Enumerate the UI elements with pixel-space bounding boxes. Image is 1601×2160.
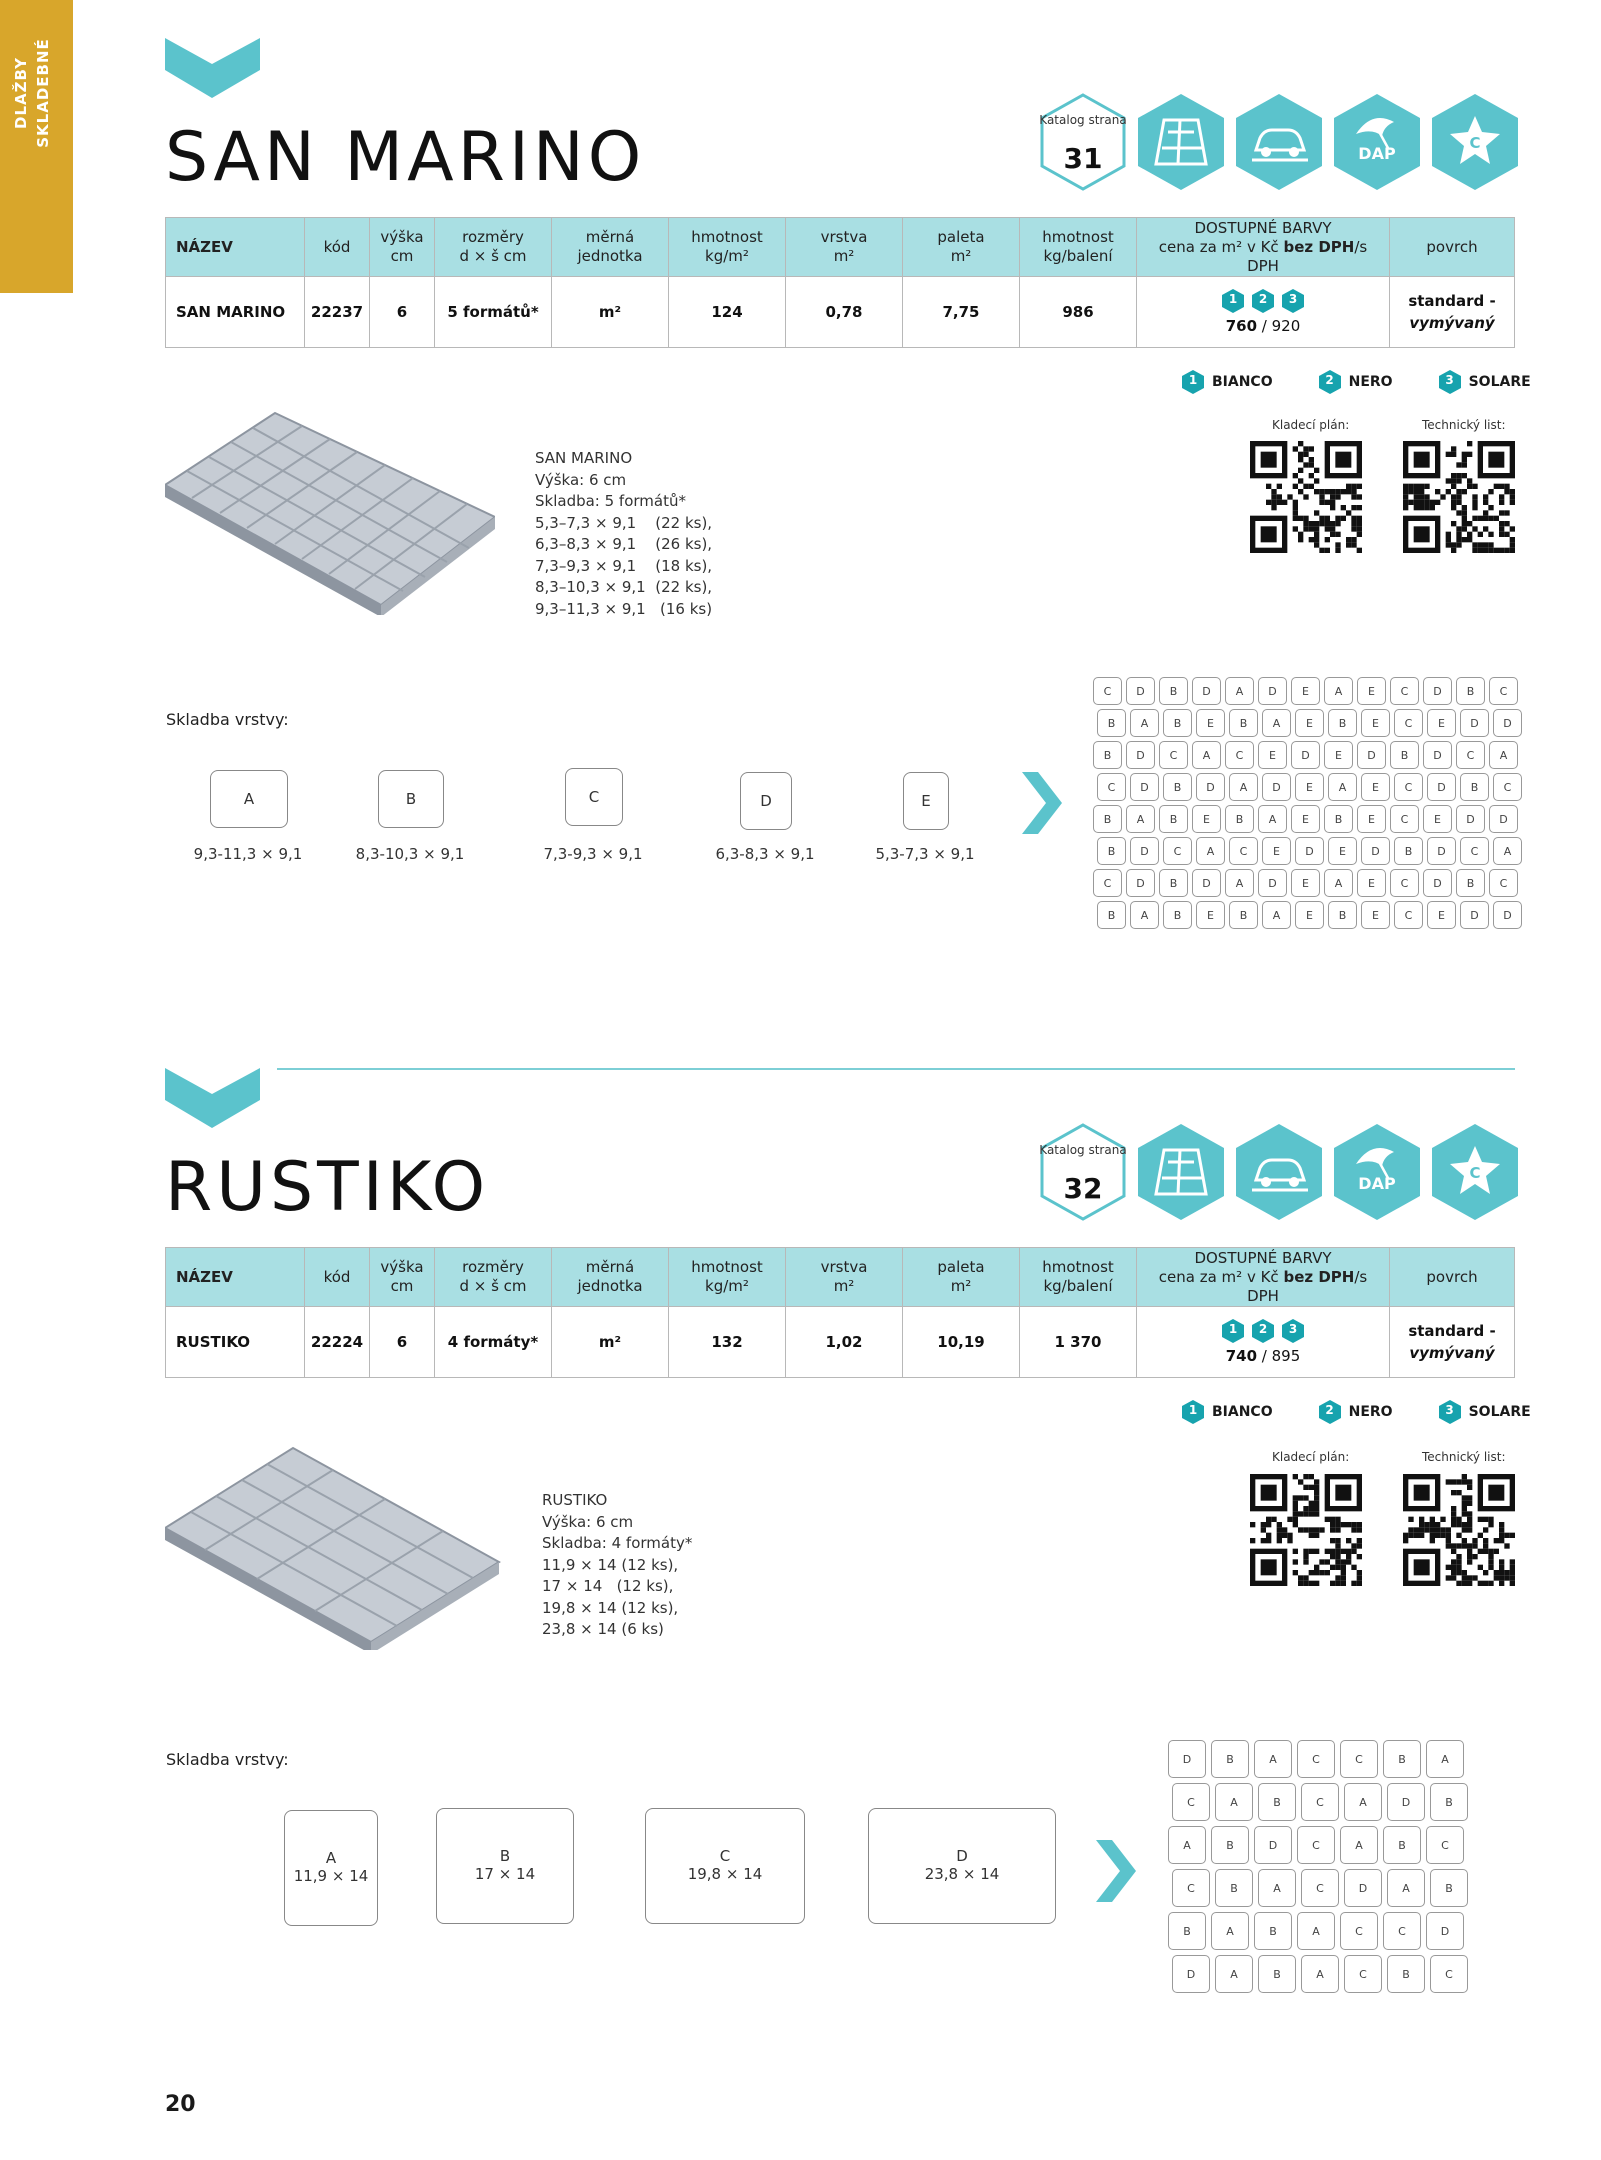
th-vrstva: vrstva m² (786, 218, 903, 277)
table-row (166, 1307, 1515, 1378)
feature-icons (1038, 92, 1518, 192)
pattern-stone: D (1460, 709, 1489, 737)
cell-kod: 22224 (305, 1307, 370, 1378)
pattern-stone: A (1211, 1912, 1249, 1950)
pattern-stone: C (1297, 1740, 1335, 1778)
pattern-row (1168, 1912, 1468, 1950)
legend-item-solare: 3 SOLARE (1439, 1400, 1531, 1424)
cell-rozmery: 4 formáty* (435, 1307, 552, 1378)
pattern-stone: E (1361, 709, 1390, 737)
pattern-stone: C (1430, 1955, 1468, 1993)
table-header-row (166, 1248, 1515, 1307)
pattern-stone: C (1394, 773, 1423, 801)
stone-dim-a: 9,3-11,3 × 9,1 (193, 845, 303, 863)
pattern-stone: C (1340, 1740, 1378, 1778)
pattern-stone: C (1093, 677, 1122, 705)
pattern-stone: A (1196, 837, 1225, 865)
pattern-stone: E (1295, 773, 1324, 801)
pattern-stone: C (1301, 1783, 1339, 1821)
cell-vrstva: 0,78 (786, 277, 903, 348)
legend-badge: 1 (1182, 1400, 1204, 1424)
page-number: 20 (165, 2092, 196, 2117)
pattern-stone: C (1489, 869, 1518, 897)
color-badge-1: 1 (1222, 1319, 1244, 1343)
pattern-stone: D (1423, 741, 1452, 769)
stone-tile-b: B 17 × 14 (436, 1808, 574, 1924)
pattern-stone: A (1130, 709, 1159, 737)
pattern-stone: D (1423, 677, 1452, 705)
price: 740 / 895 (1225, 1347, 1301, 1365)
product-description: RUSTIKO Výška: 6 cm Skladba: 4 formáty* 11,9 × 14 (12 ks), 17 × 14 (12 ks), 19,8 × 14 (12 ks), 23,8 × 14 (6 ks) (542, 1491, 693, 1638)
pattern-row (1093, 741, 1522, 769)
pattern-stone: C (1456, 741, 1485, 769)
table-row (166, 277, 1515, 348)
pattern-stone: A (1215, 1955, 1253, 1993)
th-merna: měrná jednotka (552, 1248, 669, 1307)
stone-dim-b: 8,3-10,3 × 9,1 (355, 845, 465, 863)
pattern-stone: B (1211, 1826, 1249, 1864)
pattern-stone: E (1291, 869, 1320, 897)
pattern-stone: C (1394, 901, 1423, 929)
pattern-stone: D (1291, 741, 1320, 769)
pattern-stone: E (1291, 805, 1320, 833)
section-chevron-icon (165, 38, 260, 100)
th-kod: kód (305, 1248, 370, 1307)
star-c-icon (1430, 1122, 1520, 1222)
pattern-stone: D (1258, 677, 1287, 705)
qr-label-plan: Kladecí plán: (1272, 418, 1350, 432)
pattern-stone: E (1258, 741, 1287, 769)
pattern-row (1097, 773, 1522, 801)
table-header-row (166, 218, 1515, 277)
paving-icon (1136, 1122, 1226, 1222)
pattern-stone: A (1344, 1783, 1382, 1821)
pattern-stone: E (1427, 709, 1456, 737)
car-icon (1234, 1122, 1324, 1222)
cell-povrch: standard - vymývaný (1390, 277, 1515, 348)
pattern-stone: C (1493, 773, 1522, 801)
th-hmotnost-baleni: hmotnost kg/balení (1020, 1248, 1137, 1307)
product-photo-san-marino (165, 405, 495, 615)
pattern-stone: B (1394, 837, 1423, 865)
th-barvy: DOSTUPNÉ BARVY cena za m² v Kč bez DPH/s DPH (1137, 218, 1390, 277)
th-barvy: DOSTUPNÉ BARVY cena za m² v Kč bez DPH/s DPH (1137, 1248, 1390, 1307)
legend-badge: 3 (1439, 370, 1461, 394)
pattern-stone: B (1159, 869, 1188, 897)
pattern-stone: E (1357, 805, 1386, 833)
stone-dim-d: 6,3-8,3 × 9,1 (715, 845, 815, 863)
pattern-stone: D (1168, 1740, 1206, 1778)
pattern-row (1172, 1869, 1468, 1907)
qr-label-plan: Kladecí plán: (1272, 1450, 1350, 1464)
pattern-stone: B (1163, 709, 1192, 737)
pattern-stone: A (1126, 805, 1155, 833)
th-hmotnost: hmotnost kg/m² (669, 1248, 786, 1307)
th-rozmery: rozměry d × š cm (435, 218, 552, 277)
pattern-stone: D (1423, 869, 1452, 897)
pattern-stone: A (1489, 741, 1518, 769)
star-c-icon (1430, 92, 1520, 192)
pattern-stone: C (1159, 741, 1188, 769)
product-photo-rustiko (165, 1440, 505, 1650)
spec-table (165, 217, 1515, 348)
pattern-stone: E (1196, 901, 1225, 929)
cell-hmotnost: 124 (669, 277, 786, 348)
pattern-stone: C (1426, 1826, 1464, 1864)
color-legend (1182, 1400, 1531, 1424)
cell-hmotnost: 132 (669, 1307, 786, 1378)
pattern-stone: C (1394, 709, 1423, 737)
legend-badge: 1 (1182, 370, 1204, 394)
pattern-stone: B (1229, 709, 1258, 737)
stone-tile-a: A (210, 770, 288, 828)
pattern-stone: A (1426, 1740, 1464, 1778)
pattern-stone: D (1126, 741, 1155, 769)
pattern-stone: A (1254, 1740, 1292, 1778)
pattern-stone: B (1097, 837, 1126, 865)
color-badge-3: 3 (1282, 289, 1304, 313)
cell-barvy (1137, 277, 1390, 348)
pattern-stone: C (1172, 1783, 1210, 1821)
pattern-stone: E (1192, 805, 1221, 833)
umbrella-icon (1332, 92, 1422, 192)
product-title: SAN MARINO (165, 118, 646, 197)
pattern-stone: E (1328, 837, 1357, 865)
pattern-row (1093, 805, 1522, 833)
pattern-stone: D (1387, 1783, 1425, 1821)
pattern-stone: B (1093, 805, 1122, 833)
pattern-stone: C (1390, 869, 1419, 897)
pattern-stone: D (1172, 1955, 1210, 1993)
pattern-stone: D (1344, 1869, 1382, 1907)
pattern-stone: C (1489, 677, 1518, 705)
pattern-stone: B (1430, 1869, 1468, 1907)
pattern-row (1172, 1955, 1468, 1993)
pattern-row (1172, 1783, 1468, 1821)
katalog-badge[interactable] (1038, 1122, 1128, 1222)
cell-rozmery: 5 formátů* (435, 277, 552, 348)
product-title: RUSTIKO (165, 1148, 490, 1227)
pattern-stone: E (1324, 741, 1353, 769)
pattern-stone: B (1163, 901, 1192, 929)
pattern-stone: A (1168, 1826, 1206, 1864)
pattern-stone: E (1423, 805, 1452, 833)
color-legend (1182, 370, 1531, 394)
stone-tile-c: C 19,8 × 14 (645, 1808, 805, 1924)
pattern-row (1097, 837, 1522, 865)
section-divider (277, 1068, 1515, 1070)
pattern-stone: B (1215, 1869, 1253, 1907)
pattern-stone: C (1093, 869, 1122, 897)
cell-povrch: standard - vymývaný (1390, 1307, 1515, 1378)
pattern-stone: A (1324, 869, 1353, 897)
pattern-stone: B (1430, 1783, 1468, 1821)
pattern-stone: B (1211, 1740, 1249, 1778)
pattern-stone: B (1328, 901, 1357, 929)
pattern-stone: A (1262, 901, 1291, 929)
pattern-row (1093, 677, 1522, 705)
pattern-stone: A (1340, 1826, 1378, 1864)
dap-label: DAP (1358, 1174, 1396, 1193)
pattern-stone: D (1357, 741, 1386, 769)
pattern-stone: E (1295, 901, 1324, 929)
pattern-stone: C (1097, 773, 1126, 801)
pattern-stone: D (1427, 837, 1456, 865)
cell-jednotka: m² (552, 277, 669, 348)
stone-tile-a: A 11,9 × 14 (284, 1810, 378, 1926)
th-hmotnost-baleni: hmotnost kg/balení (1020, 218, 1137, 277)
pattern-stone: B (1456, 677, 1485, 705)
pattern-stone: B (1258, 1955, 1296, 1993)
color-badge-2: 2 (1252, 289, 1274, 313)
spec-table (165, 1247, 1515, 1378)
th-vyska: výška cm (370, 1248, 435, 1307)
qr-code-plan[interactable] (1250, 1474, 1362, 1586)
pattern-stone: B (1163, 773, 1192, 801)
pattern-stone: A (1225, 677, 1254, 705)
legend-badge: 2 (1319, 370, 1341, 394)
pattern-stone: D (1130, 837, 1159, 865)
cell-vyska: 6 (370, 1307, 435, 1378)
pattern-stone: B (1328, 709, 1357, 737)
pattern-stone: E (1361, 901, 1390, 929)
stone-tile-b: B (378, 770, 444, 828)
pattern-stone: B (1097, 901, 1126, 929)
car-icon (1234, 92, 1324, 192)
pattern-stone: E (1357, 677, 1386, 705)
chevron-right-icon (1022, 772, 1062, 834)
pattern-stone: C (1390, 805, 1419, 833)
laying-pattern-san-marino (1093, 677, 1522, 933)
paving-icon (1136, 92, 1226, 192)
stone-tile-c: C (565, 768, 623, 826)
stone-dim-e: 5,3-7,3 × 9,1 (875, 845, 975, 863)
pattern-stone: C (1163, 837, 1192, 865)
cell-paleta: 10,19 (903, 1307, 1020, 1378)
cell-hmotnost-baleni: 986 (1020, 277, 1137, 348)
katalog-label: Katalog strana (1039, 1143, 1127, 1157)
cell-kod: 22237 (305, 277, 370, 348)
pattern-stone: D (1460, 901, 1489, 929)
pattern-stone: D (1126, 677, 1155, 705)
legend-item-nero: 2 NERO (1319, 1400, 1393, 1424)
pattern-stone: D (1192, 869, 1221, 897)
section-chevron-icon (165, 1068, 260, 1130)
qr-code-plan[interactable] (1250, 441, 1362, 553)
th-nazev: NÁZEV (166, 1248, 305, 1307)
pattern-stone: A (1192, 741, 1221, 769)
th-hmotnost: hmotnost kg/m² (669, 218, 786, 277)
legend-badge: 3 (1439, 1400, 1461, 1424)
color-badge-1: 1 (1222, 289, 1244, 313)
pattern-stone: B (1097, 709, 1126, 737)
svg-text:C: C (1469, 1164, 1481, 1182)
katalog-page: 31 (1063, 142, 1103, 175)
pattern-stone: D (1262, 773, 1291, 801)
pattern-stone: B (1258, 1783, 1296, 1821)
cell-hmotnost-baleni: 1 370 (1020, 1307, 1137, 1378)
legend-item-solare: 3 SOLARE (1439, 370, 1531, 394)
pattern-stone: C (1383, 1912, 1421, 1950)
pattern-stone: D (1258, 869, 1287, 897)
stone-tile-d: D 23,8 × 14 (868, 1808, 1056, 1924)
katalog-page: 32 (1063, 1172, 1103, 1205)
pattern-stone: B (1254, 1912, 1292, 1950)
qr-label-tech: Technický list: (1422, 418, 1506, 432)
qr-code-tech[interactable] (1403, 441, 1515, 553)
th-nazev: NÁZEV (166, 218, 305, 277)
side-tab-label: DLAŽBY SKLADEBNÉ (12, 38, 52, 148)
pattern-stone: A (1130, 901, 1159, 929)
pattern-stone: D (1196, 773, 1225, 801)
pattern-stone: E (1361, 773, 1390, 801)
pattern-stone: D (1427, 773, 1456, 801)
chevron-right-icon (1096, 1840, 1136, 1902)
th-paleta: paleta m² (903, 218, 1020, 277)
pattern-stone: B (1225, 805, 1254, 833)
pattern-stone: E (1291, 677, 1320, 705)
pattern-stone: C (1460, 837, 1489, 865)
price: 760 / 920 (1225, 317, 1301, 335)
th-vrstva: vrstva m² (786, 1248, 903, 1307)
th-povrch: povrch (1390, 218, 1515, 277)
pattern-stone: A (1387, 1869, 1425, 1907)
pattern-stone: D (1361, 837, 1390, 865)
pattern-stone: A (1262, 709, 1291, 737)
cell-vrstva: 1,02 (786, 1307, 903, 1378)
pattern-stone: B (1324, 805, 1353, 833)
th-povrch: povrch (1390, 1248, 1515, 1307)
katalog-badge[interactable] (1038, 92, 1128, 192)
legend-item-nero: 2 NERO (1319, 370, 1393, 394)
pattern-stone: A (1493, 837, 1522, 865)
laying-pattern-rustiko (1168, 1740, 1468, 1998)
pattern-stone: B (1460, 773, 1489, 801)
pattern-stone: E (1427, 901, 1456, 929)
th-kod: kód (305, 218, 370, 277)
pattern-stone: A (1258, 805, 1287, 833)
pattern-stone: D (1126, 869, 1155, 897)
legend-item-bianco: 1 BIANCO (1182, 1400, 1273, 1424)
pattern-stone: D (1295, 837, 1324, 865)
pattern-stone: A (1258, 1869, 1296, 1907)
stone-dim-c: 7,3-9,3 × 9,1 (543, 845, 643, 863)
pattern-stone: B (1093, 741, 1122, 769)
dap-label: DAP (1358, 144, 1396, 163)
legend-item-bianco: 1 BIANCO (1182, 370, 1273, 394)
cell-nazev: RUSTIKO (166, 1307, 305, 1378)
cell-nazev: SAN MARINO (166, 277, 305, 348)
pattern-stone: B (1390, 741, 1419, 769)
pattern-stone: D (1130, 773, 1159, 801)
pattern-stone: D (1426, 1912, 1464, 1950)
katalog-label: Katalog strana (1039, 113, 1127, 127)
color-badge-3: 3 (1282, 1319, 1304, 1343)
pattern-stone: E (1196, 709, 1225, 737)
pattern-stone: C (1172, 1869, 1210, 1907)
pattern-stone: A (1225, 869, 1254, 897)
qr-label-tech: Technický list: (1422, 1450, 1506, 1464)
pattern-stone: D (1493, 709, 1522, 737)
pattern-stone: A (1324, 677, 1353, 705)
pattern-stone: D (1456, 805, 1485, 833)
pattern-stone: D (1493, 901, 1522, 929)
pattern-stone: E (1357, 869, 1386, 897)
pattern-stone: C (1225, 741, 1254, 769)
cell-paleta: 7,75 (903, 277, 1020, 348)
legend-badge: 2 (1319, 1400, 1341, 1424)
pattern-row (1093, 869, 1522, 897)
cell-vyska: 6 (370, 277, 435, 348)
skladba-label: Skladba vrstvy: (166, 1750, 289, 1769)
pattern-stone: C (1340, 1912, 1378, 1950)
pattern-stone: D (1489, 805, 1518, 833)
pattern-stone: B (1168, 1912, 1206, 1950)
svg-text:C: C (1469, 134, 1481, 152)
pattern-stone: D (1254, 1826, 1292, 1864)
pattern-stone: A (1229, 773, 1258, 801)
pattern-stone: B (1383, 1826, 1421, 1864)
pattern-stone: A (1215, 1783, 1253, 1821)
stone-tile-e: E (903, 772, 949, 830)
pattern-row (1097, 901, 1522, 929)
umbrella-icon (1332, 1122, 1422, 1222)
pattern-stone: B (1159, 677, 1188, 705)
th-rozmery: rozměry d × š cm (435, 1248, 552, 1307)
pattern-stone: C (1344, 1955, 1382, 1993)
pattern-stone: B (1387, 1955, 1425, 1993)
cell-jednotka: m² (552, 1307, 669, 1378)
th-paleta: paleta m² (903, 1248, 1020, 1307)
pattern-row (1168, 1826, 1468, 1864)
th-vyska: výška cm (370, 218, 435, 277)
pattern-stone: A (1301, 1955, 1339, 1993)
cell-barvy (1137, 1307, 1390, 1378)
pattern-stone: A (1328, 773, 1357, 801)
pattern-stone: E (1262, 837, 1291, 865)
pattern-stone: C (1301, 1869, 1339, 1907)
pattern-stone: B (1456, 869, 1485, 897)
side-tab (0, 0, 73, 293)
pattern-stone: C (1390, 677, 1419, 705)
color-badge-2: 2 (1252, 1319, 1274, 1343)
product-description: SAN MARINO Výška: 6 cm Skladba: 5 formátů* 5,3–7,3 × 9,1 (22 ks), 6,3–8,3 × 9,1 (26 ks), 7,3–9,3 × 9,1 (18 ks), 8,3–10,3 × 9,1 (22 ks), 9,3–11,3 × 9,1 (16 ks) (535, 449, 713, 618)
stone-tile-d: D (740, 772, 792, 830)
qr-code-tech[interactable] (1403, 1474, 1515, 1586)
pattern-stone: A (1297, 1912, 1335, 1950)
pattern-row (1097, 709, 1522, 737)
pattern-stone: B (1383, 1740, 1421, 1778)
pattern-row (1168, 1740, 1468, 1778)
pattern-stone: D (1192, 677, 1221, 705)
th-merna: měrná jednotka (552, 218, 669, 277)
pattern-stone: B (1159, 805, 1188, 833)
skladba-label: Skladba vrstvy: (166, 710, 289, 729)
feature-icons (1038, 1122, 1518, 1222)
pattern-stone: B (1229, 901, 1258, 929)
pattern-stone: E (1295, 709, 1324, 737)
pattern-stone: C (1229, 837, 1258, 865)
pattern-stone: C (1297, 1826, 1335, 1864)
